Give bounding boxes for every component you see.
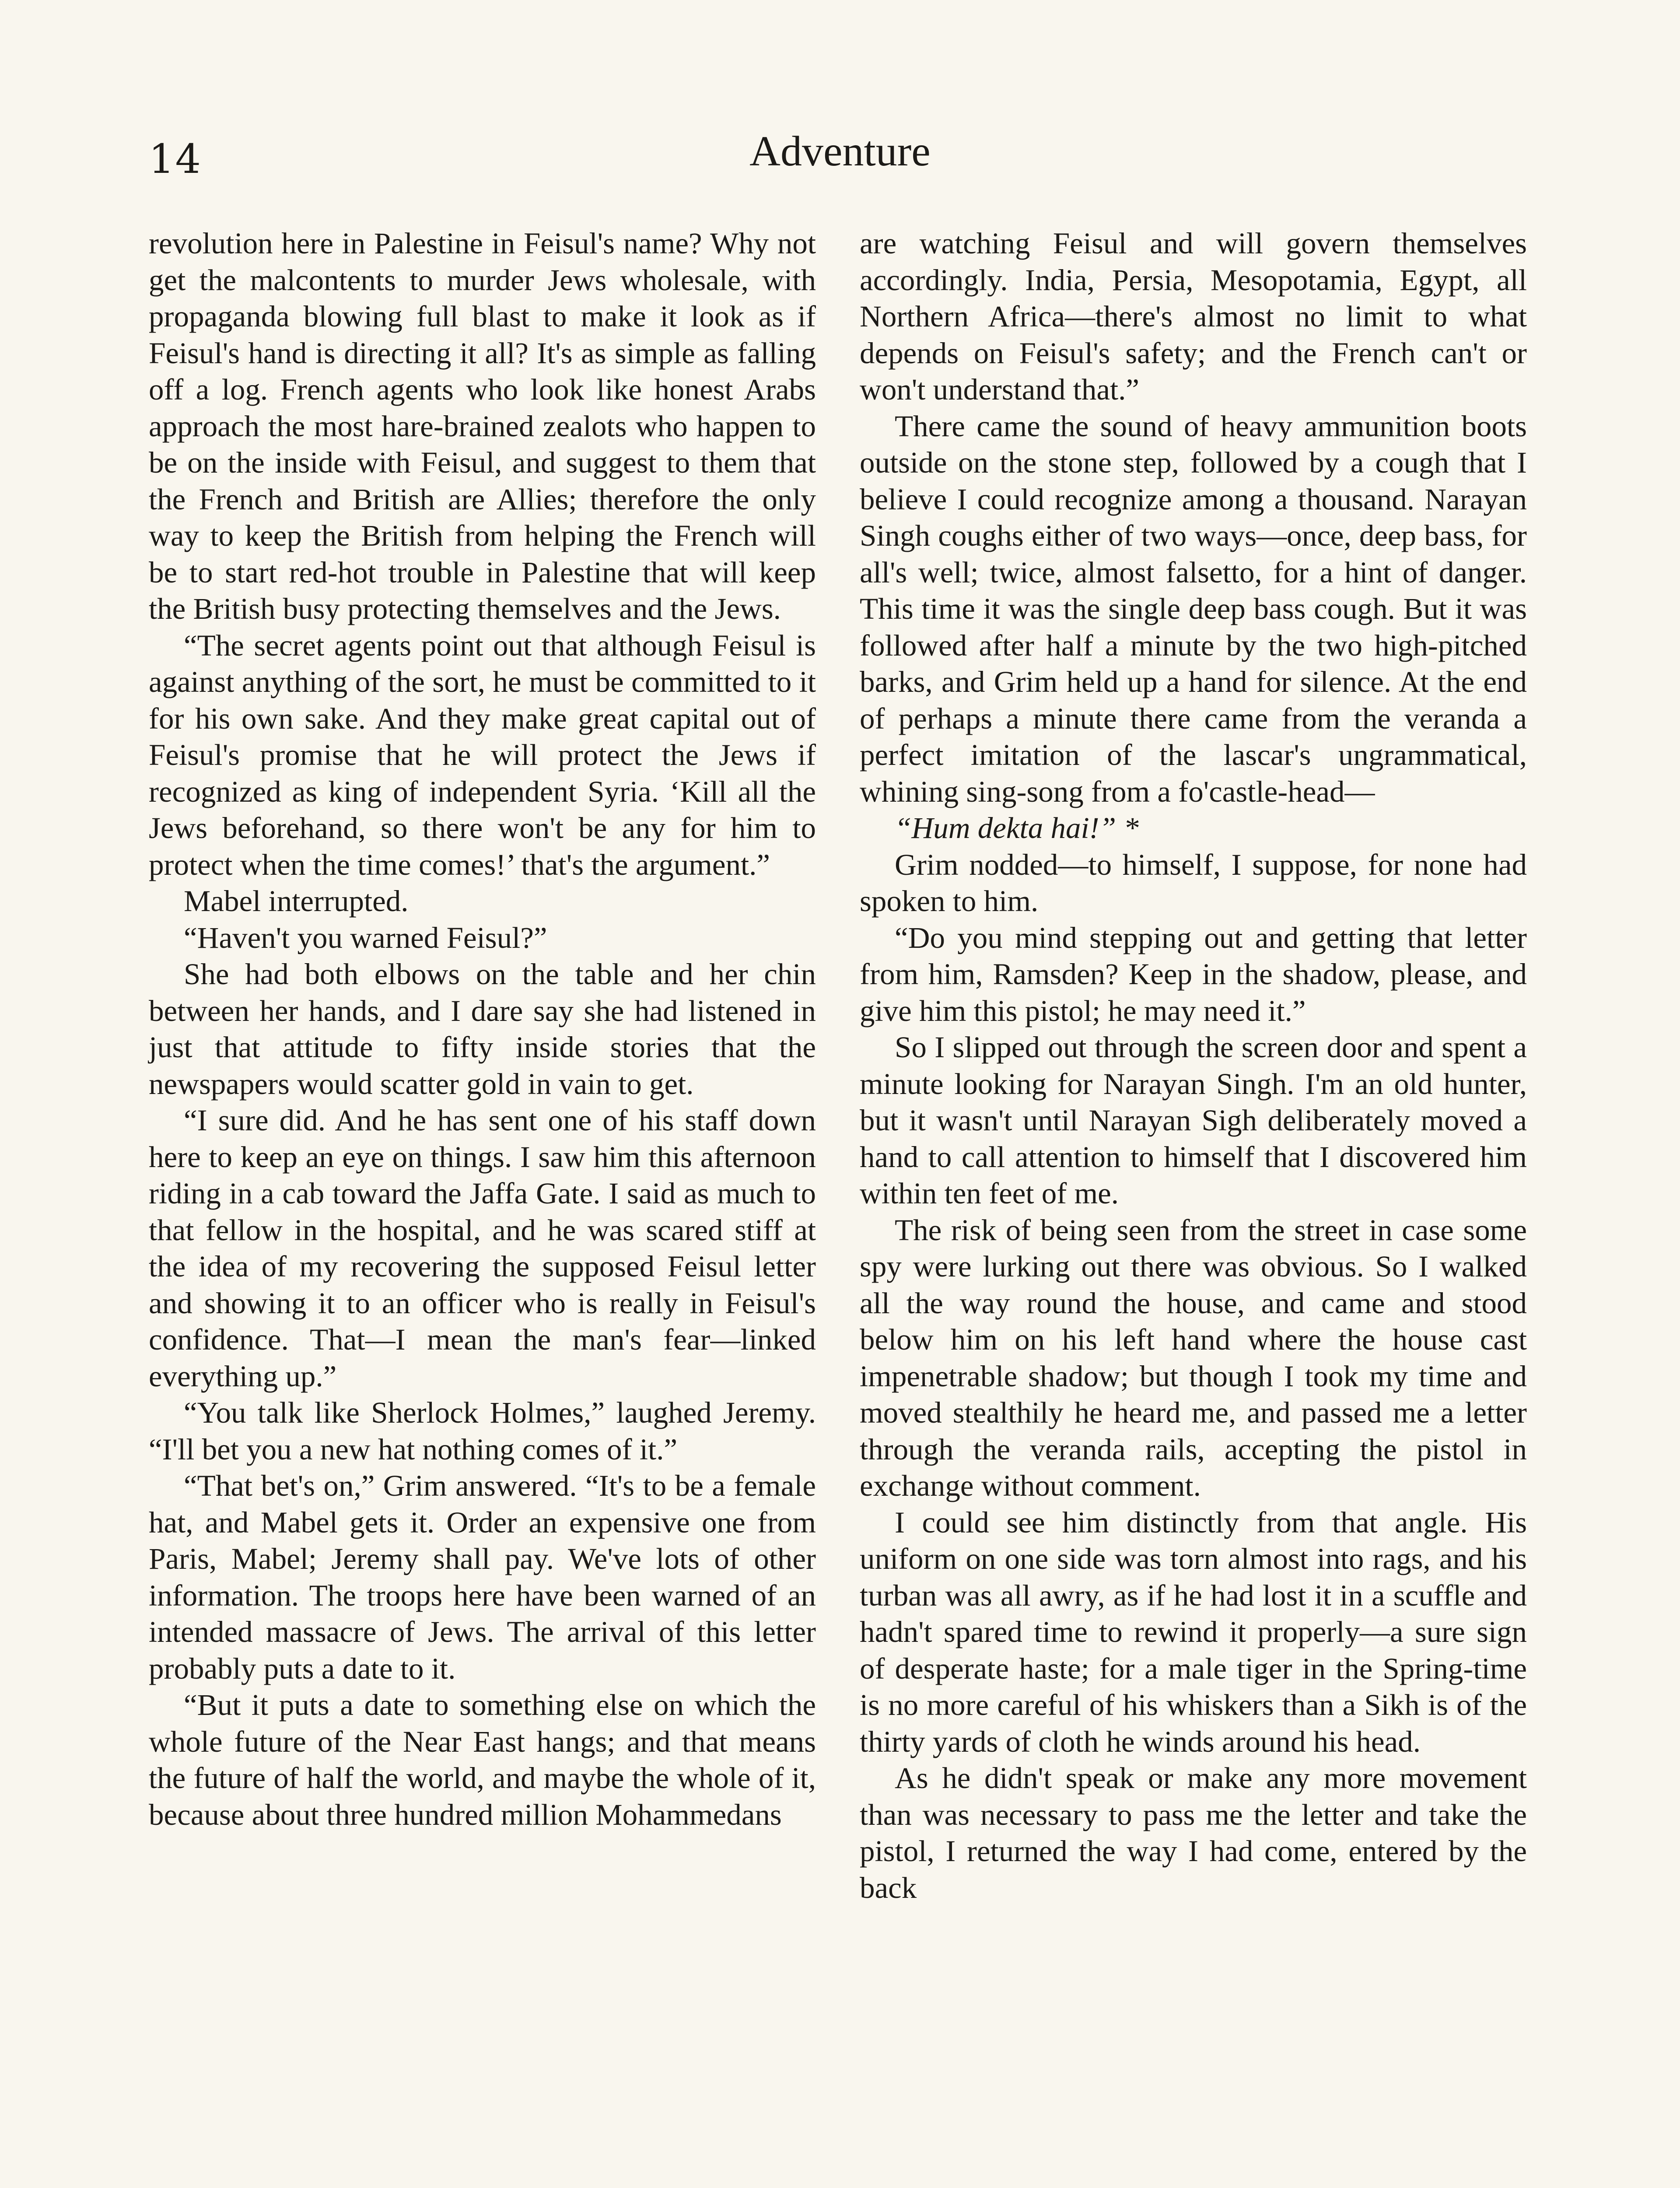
paragraph: “The secret agents point out that although Feisul is against anything of the sort, he must be committed to it for his own sake. And they make great capital out of Feisul's promise that he will protect the Jews if recognized as king of independent Syria. ‘Kill all the Jews beforehand, so there won't be any for him to protect when the time comes!’ that's the argument.” (149, 628, 816, 881)
paragraph: “But it puts a date to something else on which the whole future of the Near East hangs; and that means the future of half the world, and maybe the whole of it, because about three hundred million Mohammedans (149, 1688, 816, 1831)
paragraph: There came the sound of heavy ammunition boots outside on the stone step, followed by a cough that I believe I could recognize among a thousand. Narayan Singh coughs either of two ways—once, deep bass, for all's well; twice, almost falsetto, for a hint of danger. This time it was the single deep bass cough. But it was followed after half a minute by the two high-pitched barks, and Grim held up a hand for silence. At the end of perhaps a minute there came from the veranda a perfect imitation of the lascar's ungrammatical, whining sing-song from a fo'castle-head— (860, 409, 1527, 808)
paragraph: I could see him distinctly from that angle. His uniform on one side was torn almost into rags, and his turban was all awry, as if he had lost it in a scuffle and hadn't spared time to rewind it properly—a sure sign of desperate haste; for a male tiger in the Spring-time is no more careful of his whiskers than a Sikh is of the thirty yards of cloth he winds around his head. (860, 1505, 1527, 1758)
paragraph: She had both elbows on the table and her chin between her hands, and I dare say she had listened in just that attitude to fifty inside stories that the newspapers would scatter gold in vain to get. (149, 957, 816, 1101)
paragraph: The risk of being seen from the street in case some spy were lurking out there was obvious. So I walked all the way round the house, and came and stood below him on his left hand where the house cast impenetrable shadow; but though I took my time and moved stealthily he heard me, and passed me a letter through the veranda rails, accepting the pistol in exchange without comment. (860, 1213, 1527, 1502)
paragraph: So I slipped out through the screen door and spent a minute looking for Narayan Singh. I'm an old hunter, but it wasn't until Narayan Sigh deliberately moved a hand to call attention to himself that I discovered him within ten feet of me. (860, 1031, 1527, 1210)
page-number: 14 (149, 136, 202, 182)
paragraph: “You talk like Sherlock Holmes,” laughed Jeremy. “I'll bet you a new hat nothing comes of it.” (149, 1396, 816, 1466)
paragraph: “Haven't you warned Feisul?” (184, 921, 547, 954)
running-head-title: Adventure (749, 128, 931, 175)
paragraph: “Do you mind stepping out and getting that letter from him, Ramsden? Keep in the shadow, please, and give him this pistol; he may need it.” (860, 921, 1527, 1027)
paragraph: As he didn't speak or make any more movement than was necessary to pass me the letter and take the pistol, I returned the way I had come, entered by the back (860, 1761, 1527, 1904)
right-column (860, 225, 1527, 1906)
paragraph: Mabel interrupted. (184, 884, 409, 918)
left-column (149, 225, 816, 1833)
paragraph: revolution here in Palestine in Feisul's name? Why not get the malcontents to murder Jews wholesale, with propaganda blowing full blast to make it look as if Feisul's hand is directing it all? It's as simple as falling off a log. French agents who look like honest Arabs approach the most hare-brained zealots who happen to be on the inside with Feisul, and suggest to them that the French and British are Allies; therefore the only way to keep the British from helping the French will be to start red-hot trouble in Palestine that will keep the British busy protecting themselves and the Jews. (149, 227, 816, 625)
paragraph: Grim nodded—to himself, I suppose, for none had spoken to him. (860, 848, 1527, 918)
hindi-quote: “Hum dekta hai!” * (895, 811, 1139, 845)
paragraph: are watching Feisul and will govern themselves accordingly. India, Persia, Mesopotamia, Egypt, all Northern Africa—there's almost no limit to what depends on Feisul's safety; and the French can't or won't understand that.” (860, 227, 1527, 406)
page-header (149, 127, 1531, 188)
paragraph: “That bet's on,” Grim answered. “It's to be a female hat, and Mabel gets it. Order an expensive one from Paris, Mabel; Jeremy shall pay. We've lots of other information. The troops here have been warned of an intended massacre of Jews. The arrival of this letter probably puts a date to it. (149, 1469, 816, 1685)
paragraph: “I sure did. And he has sent one of his staff down here to keep an eye on things. I saw him this afternoon riding in a cab toward the Jaffa Gate. I said as much to that fellow in the hospital, and he was scared stiff at the idea of my recovering the supposed Feisul letter and showing it to an officer who is really in Feisul's confidence. That—I mean the man's fear—linked everything up.” (149, 1104, 816, 1393)
